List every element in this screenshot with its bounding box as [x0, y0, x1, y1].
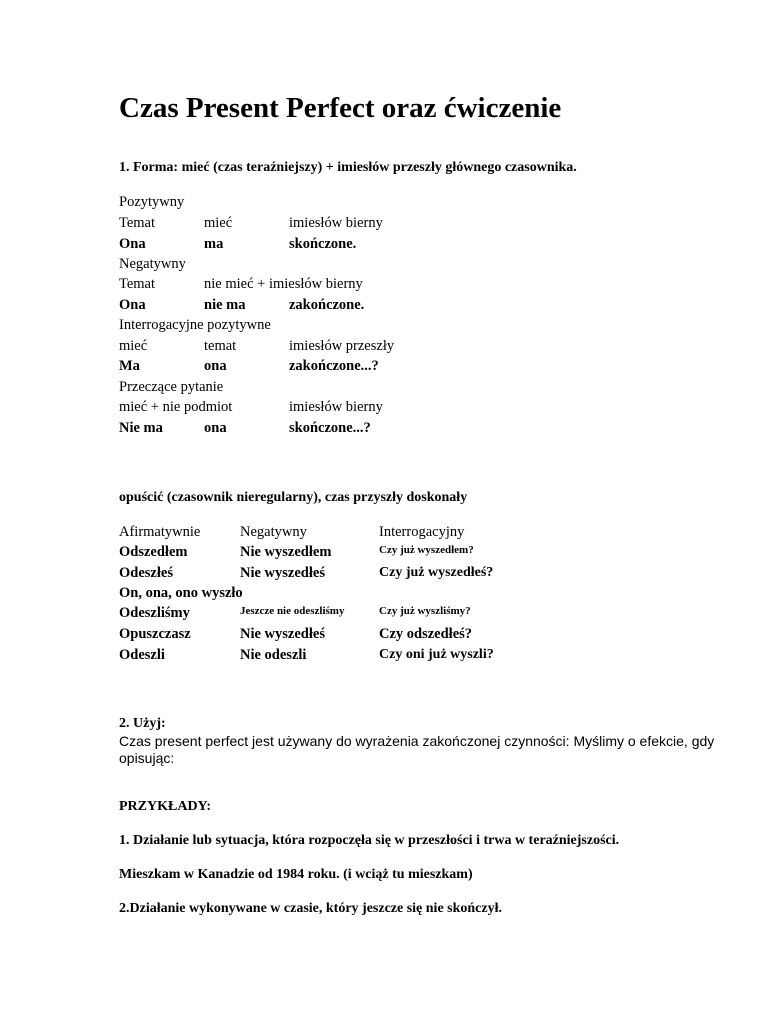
form-label-positive: Pozytywny: [119, 194, 185, 210]
conj-cell: Odszedłem: [119, 544, 188, 560]
section1-heading: 1. Forma: mieć (czas teraźniejszy) + imiesłów przeszły głównego czasownika.: [119, 160, 577, 175]
form-example-cell: skończone...?: [289, 420, 371, 436]
form-example-cell: ma: [204, 236, 224, 252]
form-example-cell: zakończone...?: [289, 358, 379, 374]
conj-cell: Nie wyszedłeś: [240, 565, 325, 581]
conj-cell: Jeszcze nie odeszliśmy: [240, 605, 345, 617]
conj-cell: Czy już wyszedłeś?: [379, 565, 494, 580]
conj-cell: Opuszczasz: [119, 626, 191, 642]
form-header-cell: nie mieć + imiesłów bierny: [204, 276, 363, 292]
document-title: Czas Present Perfect oraz ćwiczenie: [119, 92, 562, 124]
example1-sentence: Mieszkam w Kanadzie od 1984 roku. (i wciąż tu mieszkam): [119, 867, 473, 882]
conj-cell: Nie odeszli: [240, 647, 307, 663]
section2-heading: 2. Użyj:: [119, 716, 166, 731]
conj-header-cell: Interrogacyjny: [379, 524, 465, 540]
section2-text: opisując:: [119, 750, 175, 766]
examples-heading: PRZYKŁADY:: [119, 799, 212, 814]
verb-heading: opuścić (czasownik nieregularny), czas przyszły doskonały: [119, 490, 468, 505]
example1-heading: 1. Działanie lub sytuacja, która rozpoczęła się w przeszłości i trwa w teraźniejszości.: [119, 833, 620, 848]
conj-cell: Czy już wyszedłem?: [379, 544, 474, 556]
conj-cell: Nie wyszedłeś: [240, 626, 325, 642]
conj-cell: Czy oni już wyszli?: [379, 647, 494, 662]
form-example-cell: Ona: [119, 236, 146, 252]
form-header-cell: Temat: [119, 276, 156, 292]
section2-text: Czas present perfect jest używany do wyrażenia zakończonej czynności: Myślimy o efekcie, gdy: [119, 733, 715, 749]
form-header-cell: Temat: [119, 215, 156, 231]
conj-header-cell: Afirmatywnie: [119, 524, 201, 540]
conj-cell: Nie wyszedłem: [240, 544, 332, 560]
conj-cell: On, ona, ono wyszło: [119, 585, 243, 601]
conj-cell: Odeszli: [119, 647, 165, 663]
form-header-cell: mieć: [119, 338, 148, 354]
example2-heading: 2.Działanie wykonywane w czasie, który jeszcze się nie skończył.: [119, 901, 502, 916]
form-example-cell: zakończone.: [289, 297, 365, 313]
form-example-cell: skończone.: [289, 236, 357, 252]
form-header-cell: mieć: [204, 215, 233, 231]
form-header-cell: imiesłów bierny: [289, 215, 383, 231]
conj-cell: Odeszliśmy: [119, 605, 190, 621]
form-label-negative: Negatywny: [119, 256, 186, 272]
form-example-cell: Ona: [119, 297, 146, 313]
form-example-cell: ona: [204, 420, 227, 436]
form-header-cell: temat: [204, 338, 237, 354]
form-example-cell: Nie ma: [119, 420, 163, 436]
form-header-cell: imiesłów bierny: [289, 399, 383, 415]
form-label-interrogative: Interrogacyjne pozytywne: [119, 317, 271, 333]
form-label-negative-question: Przeczące pytanie: [119, 379, 224, 395]
conj-cell: Odeszłeś: [119, 565, 173, 581]
conj-header-cell: Negatywny: [240, 524, 307, 540]
form-example-cell: ona: [204, 358, 227, 374]
form-example-cell: Ma: [119, 358, 140, 374]
conj-cell: Czy odszedłeś?: [379, 626, 473, 642]
form-header-cell: imiesłów przeszły: [289, 338, 395, 354]
form-header-cell: mieć + nie podmiot: [119, 399, 233, 415]
form-example-cell: nie ma: [204, 297, 246, 313]
conj-cell: Czy już wyszliśmy?: [379, 605, 471, 617]
